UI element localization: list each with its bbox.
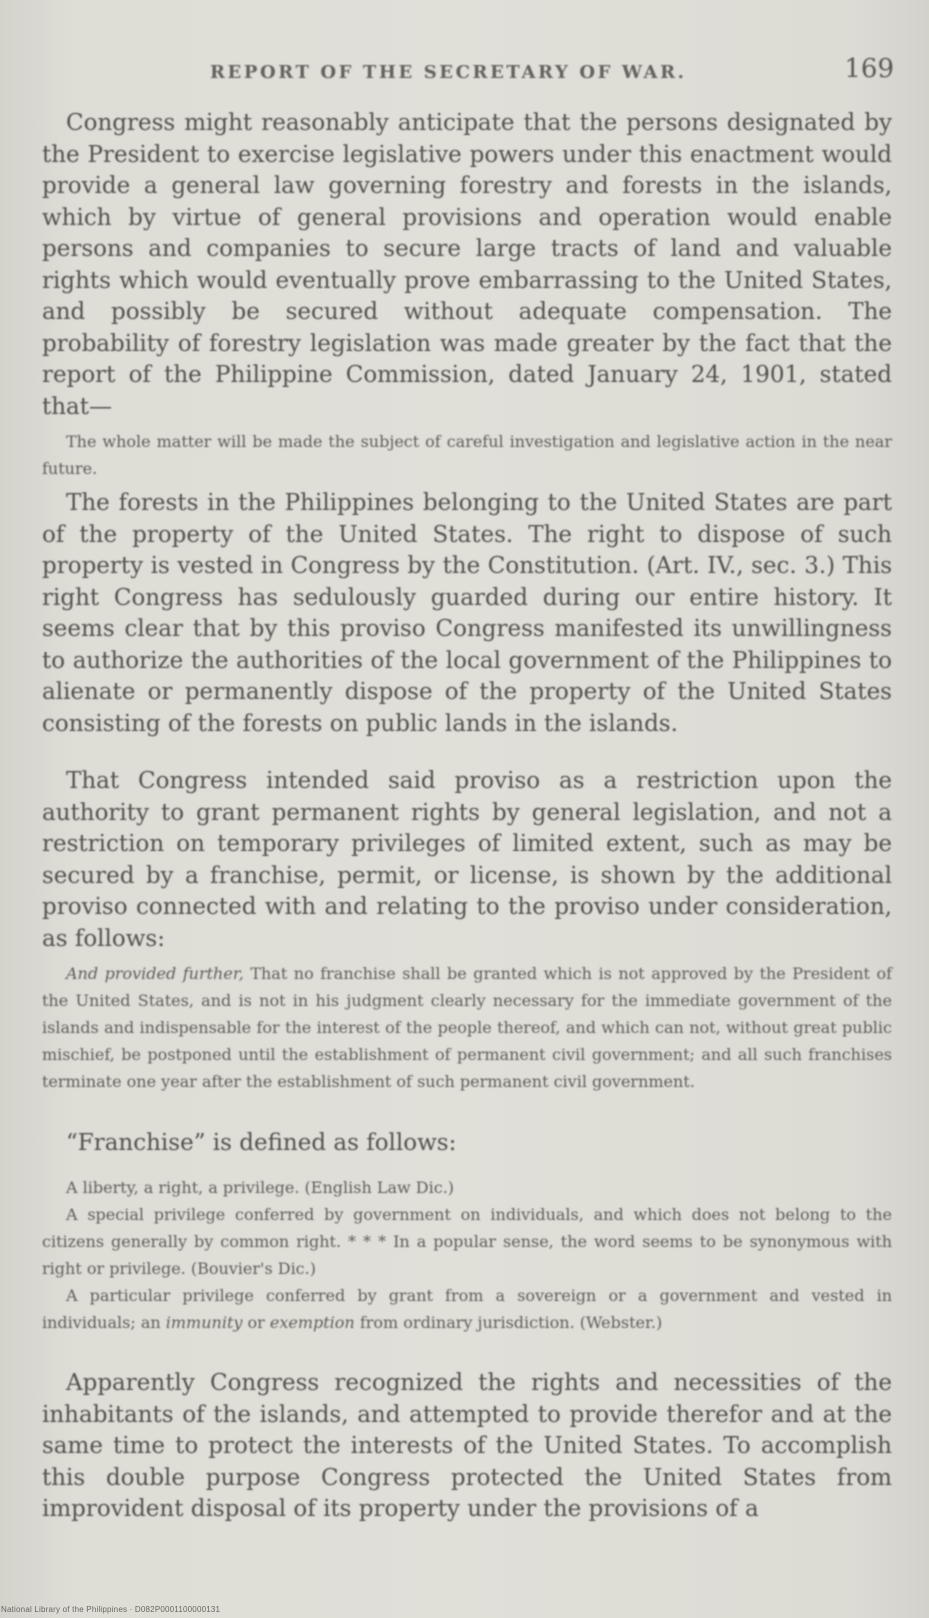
definition-2: A special privilege conferred by government on individuals, and which does not belong to the citizens generally by common right. * * * In a popular sense, the word seems to be synonymous with right or privilege. (Bouvier's Dic.): [42, 1205, 892, 1278]
quote-2: [42, 960, 892, 1095]
paragraph-2-block: [42, 488, 892, 740]
definition-3-part-a: A particular privilege conferred by grant from a sovereign or a government and vested in individuals; an: [42, 1286, 892, 1332]
paragraph-1: Congress might reasonably anticipate that the persons designated by the President to exercise legislative powers under this enactment would provide a general law governing forestry and forests in the islands, which by virtue of general provisions and operation would enable persons and companies to secure large tracts of land and valuable rights which would eventually prove embarrassing to the United States, and possibly be secured without adequate compensation. The probability of forestry legislation was made greater by the fact that the report of the Philippine Commission, dated January 24, 1901, stated that—: [42, 110, 892, 420]
source-footer: National Library of the Philippines · D082P0001100000131: [1, 1605, 221, 1614]
paragraph-4-block: [42, 1128, 892, 1160]
paragraph-5: Apparently Congress recognized the rights and necessities of the inhabitants of the islands, and attempted to provide therefor and at the same time to protect the interests of the United States. To accomplish this double purpose Congress protected the United States from improvident disposal of its property under the provisions of a: [42, 1370, 892, 1522]
definition-3-immunity: immunity: [165, 1313, 243, 1332]
quote-1: The whole matter will be made the subject of careful investigation and legislative action in the near future.: [42, 432, 892, 478]
quote-2-block: [42, 960, 892, 1095]
definitions-block: [42, 1174, 892, 1336]
quote-2-text: That no franchise shall be granted which is not approved by the President of the United States, and is not in his judgment clearly necessary for the immediate government of the islands and indispensable for the interest of the people thereof, and which can not, without great public mischief, be postponed until the establishment of permanent civil government; and all such franchises terminate one year after the establishment of such permanent civil government.: [42, 964, 892, 1091]
definition-3-part-b: or: [242, 1313, 270, 1332]
quote-2-italic-lead: And provided further,: [66, 964, 244, 983]
franchise-definition-heading: “Franchise” is defined as follows:: [66, 1130, 457, 1156]
paragraph-5-block: [42, 1368, 892, 1526]
paragraph-2: The forests in the Philippines belonging to the United States are part of the property of the United States. The right to dispose of such property is vested in Congress by the Constitution. (Art. IV., sec. 3.) This right Congress has sedulously guarded during our entire history. It seems clear that by this proviso Congress manifested its unwillingness to authorize the authorities of the local government of the Philippines to alienate or permanently dispose of the property of the United States consisting of the forests on public lands in the islands.: [42, 490, 892, 737]
paragraph-1-block: [42, 108, 892, 423]
paragraph-3: That Congress intended said proviso as a restriction upon the authority to grant permanent rights by general legislation, and not a restriction on temporary privileges of limited extent, such as may be secured by a franchise, permit, or license, is shown by the additional proviso connected with and relating to the proviso under consideration, as follows:: [42, 768, 892, 952]
definition-3-part-c: from ordinary jurisdiction. (Webster.): [354, 1313, 663, 1332]
quote-1-block: [42, 428, 892, 482]
definition-3: [42, 1282, 892, 1336]
page-number: 169: [844, 54, 894, 84]
definition-3-exemption: exemption: [269, 1313, 355, 1332]
page-header: [72, 54, 896, 88]
running-head: REPORT OF THE SECRETARY OF WAR.: [210, 62, 687, 83]
paragraph-3-block: [42, 766, 892, 955]
definition-1: A liberty, a right, a privilege. (English Law Dic.): [66, 1178, 455, 1197]
